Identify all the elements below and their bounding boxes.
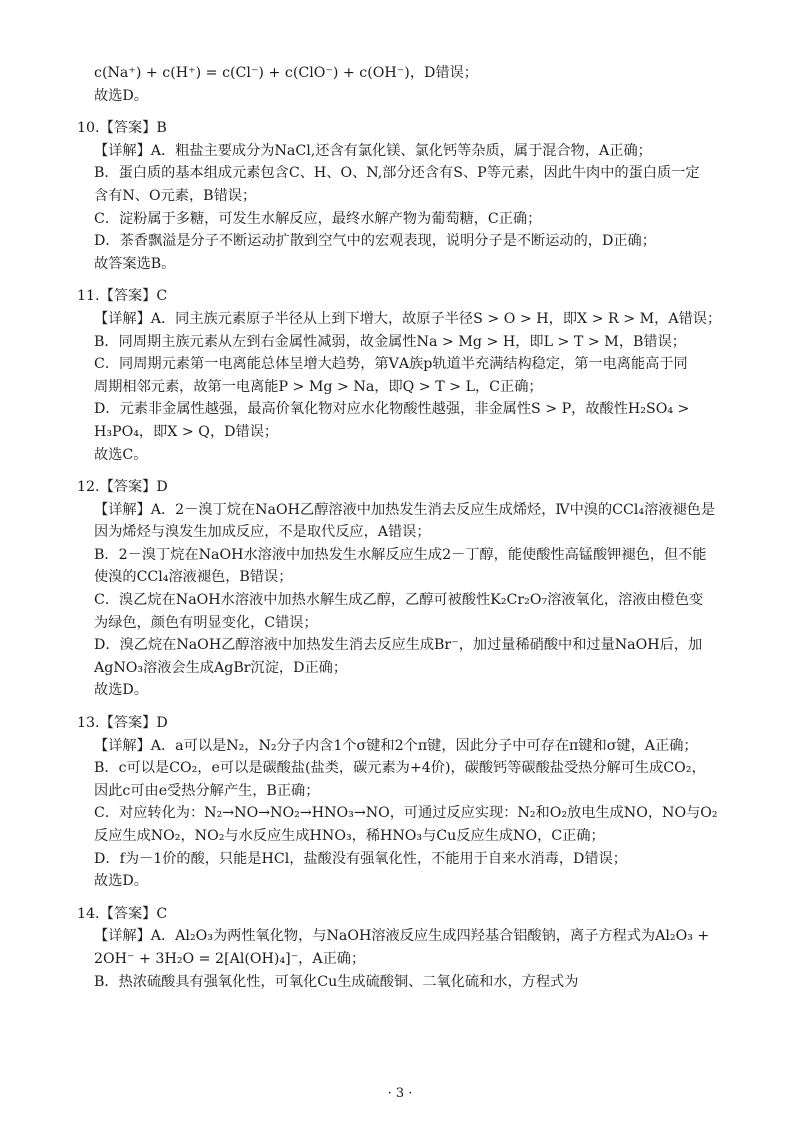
answer-line: D．茶香飘溢是分子不断运动扩散到空气中的宏观表现，说明分子是不断运动的，D正确； [94,233,656,250]
answer-line: 【详解】A．同主族元素原子半径从上到下增大，故原子半径S > O > H，即X > R > M，A错误； [94,310,722,327]
question-header: 12.【答案】D [77,479,168,496]
question-header: 11.【答案】C [77,288,168,305]
answer-line: B．热浓硫酸具有强氧化性，可氧化Cu生成硫酸铜、二氧化硫和水，方程式为 [94,973,579,990]
answer-line: 故选D。 [94,682,148,699]
question-13 [77,712,734,893]
question-10 [77,117,734,275]
answer-line: 2OH⁻ + 3H₂O = 2[Al(OH)₄]⁻，A正确； [94,950,366,967]
question-header: 14.【答案】C [77,905,168,922]
question-header: 10.【答案】B [77,120,167,137]
answer-line: C．溴乙烷在NaOH水溶液中加热水解生成乙醇，乙醇可被酸性K₂Cr₂O₇溶液氧化，溶液由橙色变 [94,592,704,609]
answer-line: 故选D。 [94,873,148,890]
answer-line: C．同周期元素第一电离能总体呈增大趋势，第ⅤA族p轨道半充满结构稳定，第一电离能高于同 [94,356,688,373]
answer-line: B．同周期主族元素从左到右金属性减弱，故金属性Na > Mg > H，即L > T > M，B错误； [94,333,686,350]
answer-line: 反应生成NO₂，NO₂与水反应生成HNO₃，稀HNO₃与Cu反应生成NO，C正确； [94,828,605,844]
answer-line: 故答案选B。 [94,255,176,272]
page-content [77,62,734,993]
answer-line: 【详解】A．a可以是N₂，N₂分子内含1个σ键和2个π键，因此分子中可存在π键和σ键，A正确； [94,737,698,754]
question-14 [77,903,734,993]
answer-line: D．f为－1价的酸，只能是HCl，盐酸没有强氧化性，不能用于自来水消毒，D错误； [94,850,627,867]
answer-line: 使溴的CCl₄溶液褪色，B错误； [94,569,293,586]
question-12 [77,476,734,702]
answer-line: 【详解】A．粗盐主要成分为NaCl,还含有氯化镁、氯化钙等杂质，属于混合物，A正确； [94,142,652,159]
intro-line: c(Na⁺) + c(H⁺) = c(Cl⁻) + c(ClO⁻) + c(OH⁻)，D错误； [94,65,478,81]
answer-line: 周期相邻元素，故第一电离能P > Mg > Na，即Q > T > L，C正确； [94,378,543,395]
answer-line: 故选C。 [94,446,148,463]
answer-line: D．元素非金属性越强，最高价氧化物对应水化物酸性越强，非金属性S > P，故酸性H₂SO₄ > [94,401,690,418]
question-11 [77,285,734,466]
answer-line: 为绿色，颜色有明显变化，C错误； [94,614,318,631]
answer-line: 【详解】A．2－溴丁烷在NaOH乙醇溶液中加热发生消去反应生成烯烃，Ⅳ中溴的CCl₄溶液褪色是 [94,501,716,518]
answer-line: D．溴乙烷在NaOH乙醇溶液中加热发生消去反应生成Br⁻，加过量稀硝酸中和过量NaOH后，加 [94,637,703,654]
answer-line: C．对应转化为：N₂→NO→NO₂→HNO₃→NO，可通过反应实现：N₂和O₂放电生成NO，NO与O₂ [94,805,718,822]
answer-line: 【详解】A．Al₂O₃为两性氧化物，与NaOH溶液反应生成四羟基合铝酸钠，离子方程式为Al₂O₃ + [94,928,710,945]
answer-line: 因为烯烃与溴发生加成反应，不是取代反应，A错误； [94,524,431,541]
answer-line: 因此c可由e受热分解产生，B正确； [94,782,320,799]
question-header: 13.【答案】D [77,715,168,732]
answer-line: B．蛋白质的基本组成元素包含C、H、O、N,部分还含有S、P等元素，因此牛肉中的蛋白质一定 [94,165,700,182]
page-number: · 3 · [387,1086,413,1101]
answer-line: C．淀粉属于多糖，可发生水解反应，最终水解产物为葡萄糖，C正确； [94,210,542,227]
answer-line: B．c可以是CO₂，e可以是碳酸盐(盐类，碳元素为+4价)，碳酸钙等碳酸盐受热分解可生成CO₂， [94,760,706,777]
answer-line: AgNO₃溶液会生成AgBr沉淀，D正确； [94,659,348,676]
intro-block [94,62,734,107]
answer-line: 含有N、O元素，B错误； [94,187,257,204]
intro-line: 故选D。 [94,87,148,104]
answer-line: H₃PO₄，即X > Q，D错误； [94,423,279,440]
answer-line: B．2－溴丁烷在NaOH水溶液中加热发生水解反应生成2－丁醇，能使酸性高锰酸钾褪色，但不能 [94,546,707,563]
